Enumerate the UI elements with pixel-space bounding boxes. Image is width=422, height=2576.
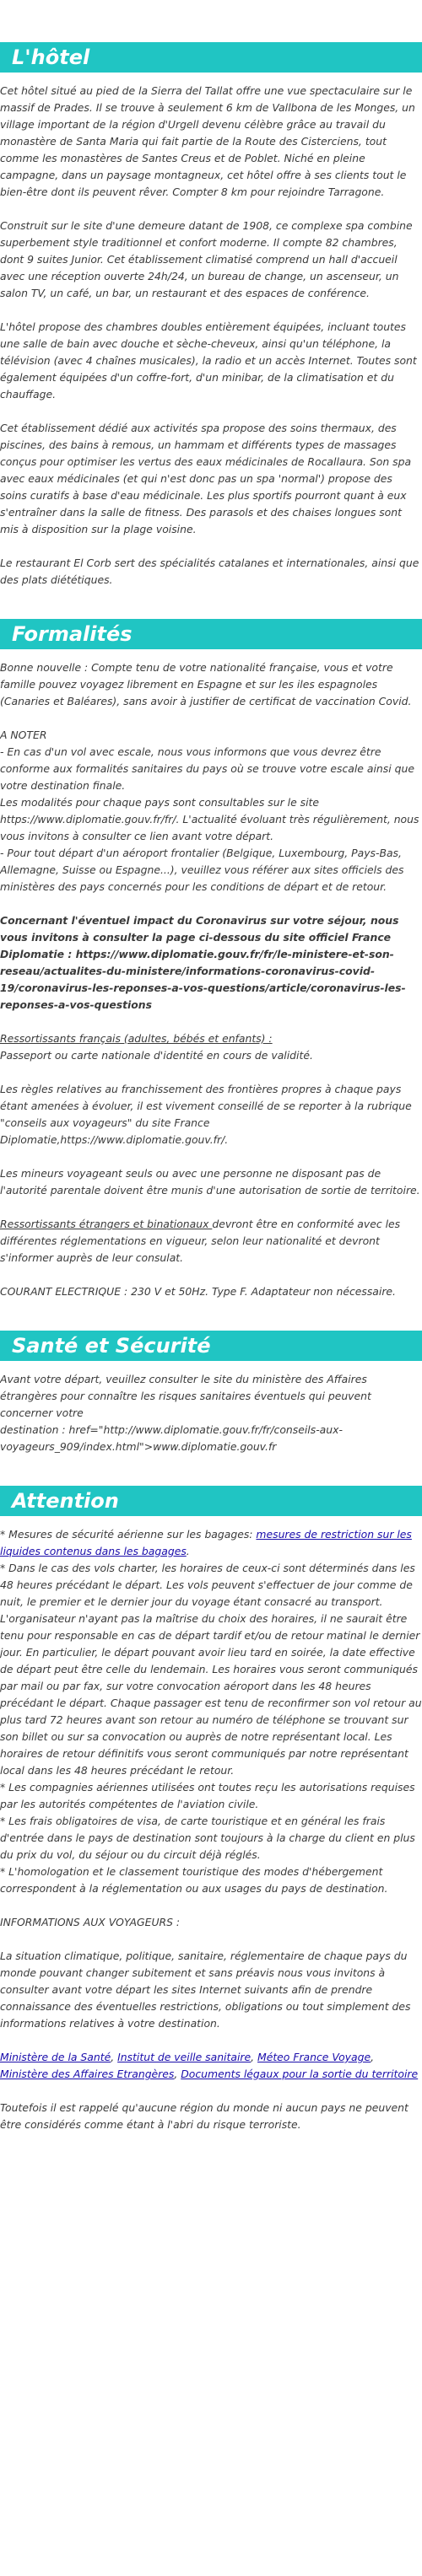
- frais-paragraph: * Les frais obligatoires de visa, de carte touristique et en général les frais d'entrée dans le pays de destination sont toujours à la charge du client en plus du prix du vol, du séjour ou du circuit déjà réglés.: [0, 1815, 415, 1861]
- covid-notice: Concernant l'éventuel impact du Coronavirus sur votre séjour, nous vous invitons à consulter la page ci-dessous du site officiel France Diplomatie : https://www.diplomatie.gouv.fr/fr/le-ministere-et-son-reseau/actualites-du-ministere/informations-coronavirus-covid-19/coronavirus-les-reponses-a-vos-questions/article/coronavirus-les-reponses-a-vos-questions: [0, 914, 406, 1011]
- link-ministere-sante[interactable]: Ministère de la Santé: [0, 2051, 111, 2063]
- formalites-section-header: Formalités: [0, 619, 422, 649]
- infos-title: INFORMATIONS AUX VOYAGEURS :: [0, 1916, 181, 1928]
- homologation-paragraph: * L'homologation et le classement touristique des modes d'hébergement correspondent à la réglementation ou aux usages du pays de destination.: [0, 1865, 388, 1895]
- sante-text: Avant votre départ, veuillez consulter le site du ministère des Affaires étrangères pour connaître les risques sanitaires éventuels qui peuvent concerner votre: [0, 1373, 371, 1419]
- formalites-intro: Bonne nouvelle : Compte tenu de votre nationalité française, vous et votre famille pouvez voyagez librement en Espagne et sur les iles espagnoles (Canaries et Baléares), sans avoir à justifier de certificat de vaccination Covid.: [0, 661, 412, 707]
- mesures-suffix: .: [186, 1545, 190, 1557]
- etrangers-paragraph: [0, 1216, 422, 1266]
- link-documents-legaux[interactable]: Documents légaux pour la sortie du territoire: [181, 2068, 419, 2080]
- ressortissants-block: [0, 1030, 422, 1064]
- sante-section: [0, 1361, 422, 1455]
- mesures-prefix: * Mesures de sécurité aérienne sur les bagages:: [0, 1528, 257, 1541]
- hotel-paragraph: Le restaurant El Corb sert des spécialités catalanes et internationales, ainsi que des plats diététiques.: [0, 557, 419, 586]
- section-spacer: [0, 1472, 422, 1486]
- hotel-paragraph: L'hôtel propose des chambres doubles entièrement équipées, incluant toutes une salle de bain avec douche et sèche-cheveux, ainsi qu'un téléphone, la télévision (avec 4 chaînes musicales), la radio et un accès Internet. Toutes sont également équipées d'un coffre-fort, d'un minibar, de la climatisation et du chauffage.: [0, 320, 417, 401]
- ressortissants-title: Ressortissants français (adultes, bébés et enfants) :: [0, 1032, 273, 1045]
- etrangers-text: devront être en conformité avec les différentes réglementations en vigueur, selon leur nationalité et devront s'informer auprès de leur consulat.: [0, 1218, 401, 1264]
- situation-paragraph: La situation climatique, politique, sanitaire, réglementaire de chaque pays du monde pouvant changer subitement et sans préavis nous vous invitons à consulter avant votre départ les sites Internet suivants afin de prendre connaissance des éventuelles restrictions, obligations ou tout simplement des informations relatives à votre destination.: [0, 1949, 411, 2030]
- link-institut-veille[interactable]: Institut de veille sanitaire: [117, 2051, 252, 2063]
- sante-section-header: Santé et Sécurité: [0, 1331, 422, 1361]
- sante-destination: destination : href="http://www.diplomatie.gouv.fr/fr/conseils-aux-voyageurs_909/index.html">www.diplomatie.gouv.fr: [0, 1423, 343, 1453]
- hotel-paragraph: Construit sur le site d'une demeure datant de 1908, ce complexe spa combine superbement style traditionnel et confort moderne. Il compte 82 chambres, dont 9 suites Junior. Cet établissement climatisé comprend un hall d'accueil avec une réception ouverte 24h/24, un bureau de change, un ascenseur, un salon TV, un café, un bar, un restaurant et des espaces de conférence.: [0, 219, 413, 299]
- note-item: - En cas d'un vol avec escale, nous vous informons que vous devrez être conforme aux formalités sanitaires du pays où se trouve votre escale ainsi que votre destination finale.: [0, 745, 414, 792]
- top-spacer: [0, 0, 422, 42]
- etrangers-title: Ressortissants étrangers et binationaux: [0, 1218, 213, 1230]
- hotel-paragraph: Cet établissement dédié aux activités spa propose des soins thermaux, des piscines, des bains à remous, un hammam et différents types de massages conçus pour optimiser les vertus des eaux médicinales de Rocallaura. Son spa avec eaux médicinales (et qui n'est donc pas un spa 'normal') propose des soins curatifs à base d'eau médicinale. Les plus sportifs pourront quant à eux s'entraîner dans la salle de fitness. Des parasols et des chaises longues sont mis à disposition sur la plage voisine.: [0, 422, 412, 535]
- link-affaires-etrangeres[interactable]: Ministère des Affaires Etrangères: [0, 2068, 175, 2080]
- charter-paragraph: * Dans le cas des vols charter, les horaires de ceux-ci sont déterminés dans les 48 heures précédant le départ. Les vols peuvent s'effectuer de jour comme de nuit, le premier et le dernier jour du voyage étant consacré au transport. L'organisateur n'ayant pas la maîtrise du choix des horaires, il ne saurait être tenu pour responsable en cas de départ tardif et/ou de retour matinal le dernier jour. En particulier, le départ pouvant avoir lieu tard en soirée, la date effective de départ peut être celle du lendemain. Les horaires vous seront communiqués par mail ou par fax, sur votre convocation aéroport dans les 48 heures précédant le départ. Chaque passager est tenu de reconfirmer son vol retour au plus tard 72 heures avant son retour au numéro de téléphone se trouvant sur son billet ou sur sa convocation ou auprès de notre représentant local. Les horaires de retour définitifs vous seront communiqués par notre représentant local dans les 48 heures précédant le retour.: [0, 1562, 422, 1777]
- regles-paragraph: Les règles relatives au franchissement des frontières propres à chaque pays étant amenées à évoluer, il est vivement conseillé de se reporter à la rubrique "conseils aux voyageurs" du site France Diplomatie,https://www.diplomatie.gouv.fr/.: [0, 1083, 412, 1146]
- attention-section-header: Attention: [0, 1486, 422, 1516]
- formalites-section: [0, 649, 422, 1300]
- hotel-section-header: L'hôtel: [0, 42, 422, 73]
- section-spacer: [0, 605, 422, 619]
- section-spacer: [0, 1317, 422, 1331]
- courant-paragraph: COURANT ELECTRIQUE : 230 V et 50Hz. Type F. Adaptateur non nécessaire.: [0, 1285, 396, 1298]
- note-item: - Pour tout départ d'un aéroport frontalier (Belgique, Luxembourg, Pays-Bas, Allemagne, Suisse ou Espagne...), veuillez vous référer aux sites officiels des ministères des pays concernés pour les conditions de départ et de retour.: [0, 847, 404, 893]
- mesures-paragraph: [0, 1526, 422, 1560]
- attention-section: [0, 1516, 422, 2133]
- ressortissants-text: Passeport ou carte nationale d'identité en cours de validité.: [0, 1049, 313, 1062]
- useful-links: Ministère de la Santé, Institut de veille sanitaire, Méteo France Voyage, Ministère des Affaires Etrangères, Documents légaux pour la sortie du territoire: [0, 2051, 419, 2080]
- hotel-paragraph: Cet hôtel situé au pied de la Sierra del Tallat offre une vue spectaculaire sur le massif de Prades. Il se trouve à seulement 6 km de Vallbona de les Monges, un village important de la région d'Urgell devenu célèbre grâce au travail du monastère de Santa Maria qui fait partie de la Route des Cisterciens, tout comme les monastères de Santes Creus et de Poblet. Niché en pleine campagne, dans un paysage montagneux, cet hôtel offre à ses clients tout le bien-être dont ils peuvent rêver. Compter 8 km pour rejoindre Tarragone.: [0, 84, 415, 198]
- note-title: A NOTER: [0, 729, 47, 741]
- liquides-restriction-link[interactable]: mesures de restriction sur les liquides contenus dans les bagages: [0, 1528, 412, 1557]
- toutefois-paragraph: Toutefois il est rappelé qu'aucune région du monde ni aucun pays ne peuvent être considérés comme étant à l'abri du risque terroriste.: [0, 2101, 408, 2131]
- mineurs-paragraph: Les mineurs voyageant seuls ou avec une personne ne disposant pas de l'autorité parentale doivent être munis d'une autorisation de sortie de territoire.: [0, 1167, 420, 1197]
- compagnies-paragraph: * Les compagnies aériennes utilisées ont toutes reçu les autorisations requises par les autorités compétentes de l'aviation civile.: [0, 1781, 415, 1810]
- sante-paragraph: [0, 1371, 422, 1455]
- link-meteo-france[interactable]: Méteo France Voyage: [257, 2051, 371, 2063]
- hotel-section: [0, 73, 422, 589]
- note-item: Les modalités pour chaque pays sont consultables sur le site https://www.diplomatie.gouv.fr/fr/. L'actualité évoluant très régulièrement, nous vous invitons à consulter ce lien avant votre départ.: [0, 796, 419, 842]
